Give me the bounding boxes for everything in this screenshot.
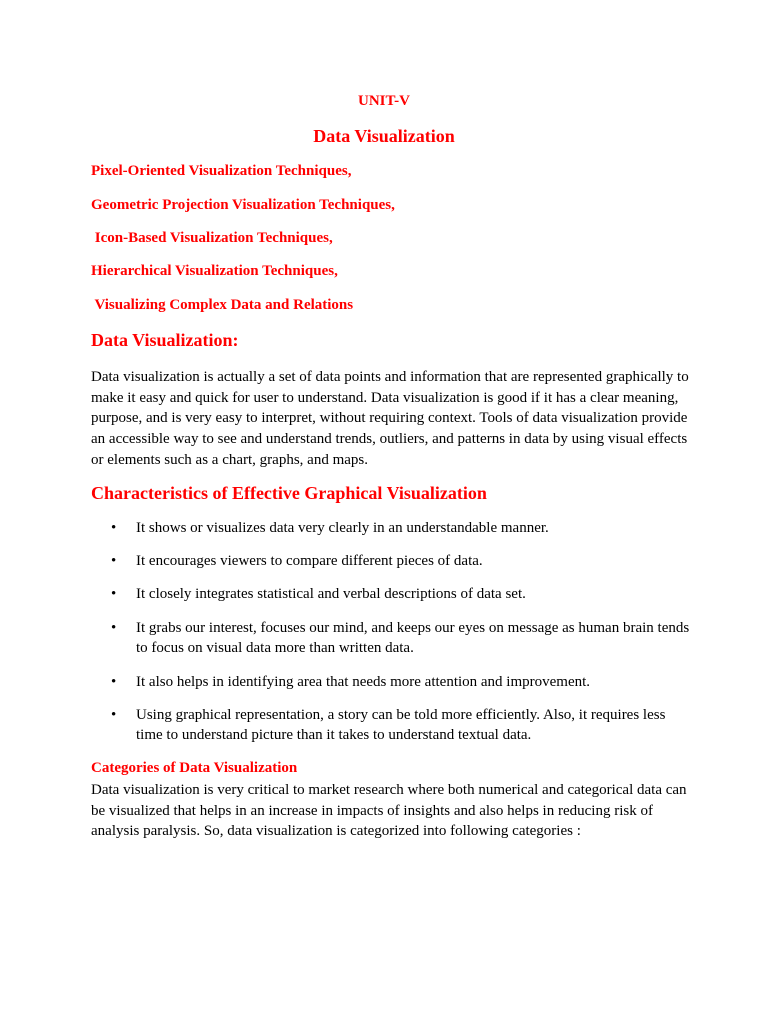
list-item bbox=[91, 672, 691, 693]
characteristics-list bbox=[91, 518, 691, 759]
list-item-text: It shows or visualizes data very clearly in an understandable manner. bbox=[136, 520, 549, 536]
list-item-text: It grabs our interest, focuses our mind, and keeps our eyes on message as human brain tends to focus on visual data more than written data. bbox=[136, 619, 690, 657]
topic-item: Pixel-Oriented Visualization Techniques, bbox=[91, 163, 352, 179]
document-title: Data Visualization bbox=[313, 126, 455, 146]
list-item bbox=[91, 618, 691, 659]
section-body-data-visualization: Data visualization is actually a set of data points and information that are represented graphically to make it easy and quick for user to understand. Data visualization is good if it has a clear meaning, purpose, and is very easy to interpret, without requiring context. Tools of data visualization provide an accessible way to see and understand trends, outliers, and patterns in data by using visual effects or elements such as a chart, graphs, and maps. bbox=[91, 369, 689, 468]
list-item-text: It closely integrates statistical and verbal descriptions of data set. bbox=[136, 586, 526, 603]
list-item-text: It also helps in identifying area that needs more attention and improvement. bbox=[136, 673, 591, 690]
section-heading-data-visualization: Data Visualization: bbox=[91, 330, 239, 350]
list-item bbox=[91, 518, 691, 539]
bullet-icon: • bbox=[111, 520, 117, 536]
bullet-icon: • bbox=[111, 553, 117, 570]
list-item bbox=[91, 705, 691, 746]
section-heading-characteristics: Characteristics of Effective Graphical Visualization bbox=[91, 483, 487, 503]
list-item-text: It encourages viewers to compare different pieces of data. bbox=[136, 553, 483, 570]
topic-item: Hierarchical Visualization Techniques, bbox=[91, 263, 338, 279]
topic-item: Visualizing Complex Data and Relations bbox=[91, 297, 354, 313]
bullet-icon: • bbox=[111, 706, 117, 723]
bullet-icon: • bbox=[111, 586, 117, 603]
list-item bbox=[91, 551, 691, 572]
unit-label: UNIT-V bbox=[358, 93, 410, 109]
topic-item: Icon-Based Visualization Techniques, bbox=[91, 230, 333, 246]
section-body-categories: Data visualization is very critical to market research where both numerical and categorical data can be visualized that helps in an increase in impacts of insights and also helps in reducing risk of analysis paralysis. So, data visualization is categorized into following categories : bbox=[91, 782, 687, 840]
section-heading-categories: Categories of Data Visualization bbox=[91, 760, 298, 776]
list-item bbox=[91, 584, 691, 605]
bullet-icon: • bbox=[111, 673, 117, 690]
topic-item: Geometric Projection Visualization Techniques, bbox=[91, 197, 395, 213]
bullet-icon: • bbox=[111, 619, 117, 636]
list-item-text: Using graphical representation, a story can be told more efficiently. Also, it requires less time to understand picture than it takes to understand textual data. bbox=[136, 706, 666, 744]
